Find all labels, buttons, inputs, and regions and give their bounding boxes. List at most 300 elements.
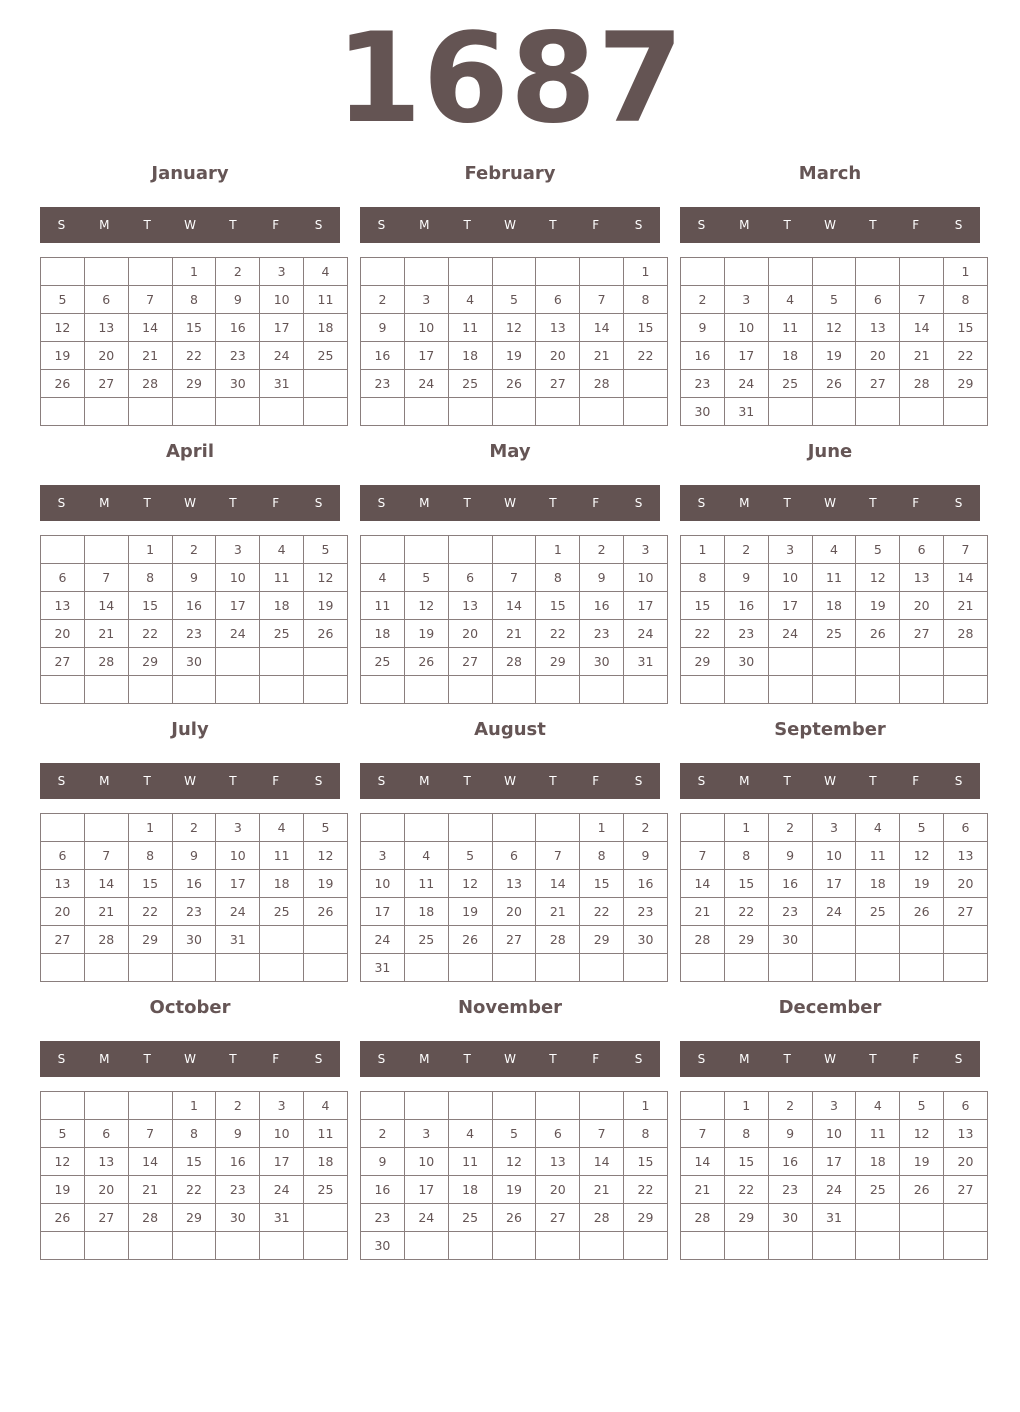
day-cell: [216, 676, 260, 704]
week-row: [361, 1148, 668, 1176]
day-cell: 29: [172, 370, 216, 398]
day-cell: [260, 1232, 304, 1260]
day-cell: 1: [128, 536, 172, 564]
week-row: [681, 1120, 988, 1148]
month-name: May: [489, 441, 531, 462]
day-cell: 29: [172, 1204, 216, 1232]
day-cell: 1: [681, 536, 725, 564]
week-row: [361, 870, 668, 898]
day-cell: 30: [768, 1204, 812, 1232]
day-cell: [260, 648, 304, 676]
day-cell: 29: [944, 370, 988, 398]
day-cell: 5: [812, 286, 856, 314]
weekday-label: S: [314, 496, 323, 510]
day-cell: 12: [404, 592, 448, 620]
day-grid: [40, 257, 348, 426]
day-cell: 23: [724, 620, 768, 648]
week-row: [361, 1176, 668, 1204]
week-row: [681, 342, 988, 370]
day-cell: 21: [84, 620, 128, 648]
day-cell: 31: [624, 648, 668, 676]
week-row: [361, 620, 668, 648]
day-cell: 4: [448, 286, 492, 314]
day-cell: [41, 536, 85, 564]
weekday-label: T: [143, 774, 151, 788]
day-cell: 19: [304, 592, 348, 620]
day-cell: 7: [681, 842, 725, 870]
day-cell: [856, 648, 900, 676]
day-cell: 5: [492, 286, 536, 314]
day-cell: 27: [41, 926, 85, 954]
day-cell: 6: [536, 286, 580, 314]
weekday-header: [360, 207, 660, 243]
week-row: [41, 1120, 348, 1148]
day-cell: 24: [216, 898, 260, 926]
day-cell: 30: [216, 370, 260, 398]
day-cell: 10: [404, 314, 448, 342]
day-cell: [944, 1232, 988, 1260]
day-cell: 22: [536, 620, 580, 648]
week-row: [361, 314, 668, 342]
day-cell: 26: [492, 1204, 536, 1232]
week-row: [41, 398, 348, 426]
day-cell: [492, 398, 536, 426]
day-cell: 27: [492, 926, 536, 954]
day-cell: 16: [361, 1176, 405, 1204]
weekday-label: T: [229, 218, 237, 232]
day-cell: 13: [41, 592, 85, 620]
day-cell: [681, 1232, 725, 1260]
day-cell: [404, 1232, 448, 1260]
day-cell: [768, 398, 812, 426]
day-cell: 27: [944, 898, 988, 926]
day-cell: 2: [580, 536, 624, 564]
day-cell: [41, 1232, 85, 1260]
day-cell: [624, 1232, 668, 1260]
day-cell: 10: [624, 564, 668, 592]
weekday-label: T: [869, 496, 877, 510]
day-cell: 3: [812, 814, 856, 842]
day-cell: 29: [580, 926, 624, 954]
day-cell: 24: [260, 1176, 304, 1204]
day-cell: 7: [900, 286, 944, 314]
day-cell: [768, 258, 812, 286]
day-cell: 23: [361, 1204, 405, 1232]
day-cell: 3: [724, 286, 768, 314]
week-row: [41, 342, 348, 370]
weekday-label: S: [954, 218, 963, 232]
day-cell: 14: [681, 1148, 725, 1176]
day-cell: 5: [404, 564, 448, 592]
day-cell: [856, 926, 900, 954]
day-cell: 25: [856, 898, 900, 926]
day-cell: 14: [84, 870, 128, 898]
day-cell: 24: [260, 342, 304, 370]
day-cell: [172, 1232, 216, 1260]
day-cell: 5: [856, 536, 900, 564]
day-cell: 14: [900, 314, 944, 342]
day-cell: 19: [812, 342, 856, 370]
day-cell: 29: [624, 1204, 668, 1232]
day-cell: 16: [724, 592, 768, 620]
weekday-label: S: [697, 218, 706, 232]
day-cell: 25: [304, 1176, 348, 1204]
day-cell: 4: [856, 814, 900, 842]
day-cell: 27: [944, 1176, 988, 1204]
day-cell: 25: [448, 1204, 492, 1232]
day-cell: 20: [492, 898, 536, 926]
day-cell: [944, 676, 988, 704]
day-cell: [724, 954, 768, 982]
week-row: [681, 1204, 988, 1232]
day-cell: 15: [724, 1148, 768, 1176]
weekday-label: S: [377, 1052, 386, 1066]
day-cell: 19: [900, 1148, 944, 1176]
day-cell: [492, 536, 536, 564]
day-cell: 28: [681, 926, 725, 954]
week-row: [681, 926, 988, 954]
day-grid: [360, 1091, 668, 1260]
day-cell: [536, 814, 580, 842]
day-cell: [944, 1204, 988, 1232]
day-cell: 28: [128, 370, 172, 398]
day-cell: [856, 954, 900, 982]
day-cell: [41, 954, 85, 982]
day-cell: 1: [624, 258, 668, 286]
day-cell: 31: [216, 926, 260, 954]
day-cell: [900, 258, 944, 286]
day-cell: 30: [172, 648, 216, 676]
weekday-label: F: [912, 496, 920, 510]
week-row: [361, 286, 668, 314]
day-cell: 11: [260, 842, 304, 870]
day-cell: 19: [448, 898, 492, 926]
day-cell: [681, 814, 725, 842]
weekday-label: F: [272, 496, 280, 510]
day-cell: [304, 398, 348, 426]
day-cell: 4: [856, 1092, 900, 1120]
day-cell: 7: [84, 564, 128, 592]
day-cell: 14: [128, 1148, 172, 1176]
day-cell: 5: [304, 814, 348, 842]
day-cell: 25: [404, 926, 448, 954]
day-cell: 10: [260, 1120, 304, 1148]
weekday-header: [40, 763, 340, 799]
day-cell: [768, 1232, 812, 1260]
day-cell: 13: [900, 564, 944, 592]
day-cell: 9: [580, 564, 624, 592]
day-cell: 10: [361, 870, 405, 898]
week-row: [681, 620, 988, 648]
weekday-label: F: [272, 774, 280, 788]
week-row: [361, 370, 668, 398]
day-cell: 23: [580, 620, 624, 648]
day-cell: 9: [681, 314, 725, 342]
day-cell: 23: [624, 898, 668, 926]
day-cell: 8: [624, 1120, 668, 1148]
day-cell: 28: [84, 926, 128, 954]
day-cell: 18: [260, 870, 304, 898]
day-cell: [900, 954, 944, 982]
weekday-label: M: [739, 1052, 750, 1066]
day-cell: 10: [812, 1120, 856, 1148]
day-cell: 3: [768, 536, 812, 564]
day-cell: 27: [84, 370, 128, 398]
day-cell: 16: [768, 870, 812, 898]
week-row: [681, 648, 988, 676]
day-cell: 15: [172, 314, 216, 342]
month-name: April: [165, 441, 215, 462]
day-cell: 30: [724, 648, 768, 676]
day-cell: [768, 954, 812, 982]
day-cell: 1: [128, 814, 172, 842]
day-cell: [361, 398, 405, 426]
day-cell: 26: [856, 620, 900, 648]
day-cell: [361, 814, 405, 842]
week-row: [41, 676, 348, 704]
day-cell: 9: [724, 564, 768, 592]
week-row: [41, 1176, 348, 1204]
day-cell: [944, 648, 988, 676]
day-cell: 10: [812, 842, 856, 870]
weekday-label: S: [697, 1052, 706, 1066]
weekday-header: [40, 485, 340, 521]
day-cell: 11: [260, 564, 304, 592]
day-grid: [680, 1091, 988, 1260]
day-cell: 29: [128, 648, 172, 676]
day-cell: [856, 258, 900, 286]
day-cell: 8: [681, 564, 725, 592]
weekday-label: T: [869, 218, 877, 232]
day-cell: 15: [128, 870, 172, 898]
week-row: [361, 592, 668, 620]
day-cell: [448, 398, 492, 426]
day-cell: 17: [260, 1148, 304, 1176]
day-cell: 30: [216, 1204, 260, 1232]
weekday-label: T: [549, 496, 557, 510]
day-cell: 9: [624, 842, 668, 870]
weekday-label: S: [57, 774, 66, 788]
day-cell: [84, 1092, 128, 1120]
day-cell: 21: [681, 1176, 725, 1204]
day-cell: 14: [681, 870, 725, 898]
week-row: [361, 926, 668, 954]
weekday-label: S: [697, 774, 706, 788]
day-cell: [944, 398, 988, 426]
weekday-label: W: [824, 218, 836, 232]
day-cell: 12: [900, 1120, 944, 1148]
weekday-label: M: [99, 774, 110, 788]
day-cell: [304, 648, 348, 676]
weekday-header: [680, 763, 980, 799]
day-cell: 28: [84, 648, 128, 676]
day-cell: 20: [448, 620, 492, 648]
day-cell: 22: [724, 898, 768, 926]
week-row: [41, 870, 348, 898]
day-cell: 11: [404, 870, 448, 898]
weekday-label: S: [634, 1052, 643, 1066]
day-cell: 7: [580, 1120, 624, 1148]
day-cell: [681, 954, 725, 982]
weekday-label: F: [912, 1052, 920, 1066]
week-row: [41, 814, 348, 842]
weekday-label: T: [229, 774, 237, 788]
day-cell: 24: [724, 370, 768, 398]
day-cell: 17: [724, 342, 768, 370]
day-cell: 24: [404, 1204, 448, 1232]
day-cell: 3: [404, 286, 448, 314]
day-cell: [84, 676, 128, 704]
day-cell: 1: [172, 258, 216, 286]
day-cell: 4: [448, 1120, 492, 1148]
weekday-label: W: [504, 218, 516, 232]
month-name: March: [798, 163, 862, 184]
weekday-label: S: [377, 774, 386, 788]
day-cell: [404, 676, 448, 704]
day-cell: [304, 954, 348, 982]
day-cell: 2: [172, 814, 216, 842]
week-row: [361, 1120, 668, 1148]
day-cell: 2: [681, 286, 725, 314]
day-cell: [172, 398, 216, 426]
day-cell: 17: [404, 342, 448, 370]
day-cell: [448, 954, 492, 982]
week-row: [41, 258, 348, 286]
day-cell: 19: [304, 870, 348, 898]
day-cell: 4: [768, 286, 812, 314]
day-cell: 6: [856, 286, 900, 314]
day-grid: [360, 257, 668, 426]
day-cell: 5: [900, 1092, 944, 1120]
day-cell: 7: [128, 286, 172, 314]
day-cell: [304, 676, 348, 704]
weekday-header: [360, 763, 660, 799]
day-cell: [128, 954, 172, 982]
day-cell: [172, 954, 216, 982]
day-cell: 20: [84, 342, 128, 370]
day-cell: 15: [128, 592, 172, 620]
day-cell: [304, 926, 348, 954]
week-row: [41, 1232, 348, 1260]
day-cell: 3: [216, 814, 260, 842]
week-row: [41, 1148, 348, 1176]
weekday-label: M: [419, 218, 430, 232]
day-cell: [536, 1232, 580, 1260]
day-cell: 10: [216, 564, 260, 592]
weekday-label: F: [272, 218, 280, 232]
day-cell: 18: [304, 1148, 348, 1176]
day-cell: 8: [580, 842, 624, 870]
day-cell: 17: [216, 870, 260, 898]
day-cell: 1: [724, 814, 768, 842]
month-name: January: [151, 163, 229, 184]
day-cell: [404, 1092, 448, 1120]
day-cell: 20: [900, 592, 944, 620]
day-cell: 15: [624, 1148, 668, 1176]
day-cell: 14: [536, 870, 580, 898]
day-cell: [128, 1092, 172, 1120]
weekday-label: W: [824, 496, 836, 510]
day-cell: [448, 1092, 492, 1120]
week-row: [361, 342, 668, 370]
day-cell: [260, 954, 304, 982]
day-cell: 12: [812, 314, 856, 342]
day-cell: [404, 258, 448, 286]
day-cell: [361, 258, 405, 286]
week-row: [361, 1204, 668, 1232]
day-cell: 22: [681, 620, 725, 648]
day-cell: 16: [216, 314, 260, 342]
day-cell: 5: [41, 286, 85, 314]
day-cell: 26: [304, 620, 348, 648]
day-cell: 2: [768, 1092, 812, 1120]
weekday-label: S: [634, 774, 643, 788]
day-cell: [216, 648, 260, 676]
week-row: [41, 620, 348, 648]
day-cell: 15: [724, 870, 768, 898]
day-cell: 21: [84, 898, 128, 926]
day-cell: [41, 814, 85, 842]
day-cell: [172, 676, 216, 704]
day-cell: 19: [404, 620, 448, 648]
week-row: [41, 926, 348, 954]
day-cell: 8: [624, 286, 668, 314]
day-cell: 20: [944, 870, 988, 898]
week-row: [41, 370, 348, 398]
week-row: [681, 814, 988, 842]
day-cell: 28: [492, 648, 536, 676]
weekday-label: F: [592, 774, 600, 788]
day-cell: 23: [768, 898, 812, 926]
week-row: [41, 842, 348, 870]
day-cell: 29: [724, 1204, 768, 1232]
day-cell: 4: [812, 536, 856, 564]
weekday-header: [680, 207, 980, 243]
day-cell: [84, 536, 128, 564]
weekday-label: T: [549, 218, 557, 232]
day-cell: 19: [492, 342, 536, 370]
day-cell: 21: [900, 342, 944, 370]
day-cell: 17: [361, 898, 405, 926]
day-cell: [624, 398, 668, 426]
day-cell: 8: [944, 286, 988, 314]
weekday-label: T: [463, 218, 471, 232]
day-cell: 20: [944, 1148, 988, 1176]
weekday-label: S: [697, 496, 706, 510]
day-cell: 18: [304, 314, 348, 342]
day-cell: 25: [260, 898, 304, 926]
month-name: July: [171, 719, 209, 740]
day-cell: 24: [812, 1176, 856, 1204]
day-cell: 16: [172, 870, 216, 898]
day-cell: 29: [536, 648, 580, 676]
day-cell: 5: [900, 814, 944, 842]
day-cell: [260, 926, 304, 954]
day-cell: 14: [580, 1148, 624, 1176]
day-cell: 11: [768, 314, 812, 342]
weekday-label: S: [314, 1052, 323, 1066]
day-cell: 7: [681, 1120, 725, 1148]
day-cell: 8: [128, 564, 172, 592]
day-cell: 12: [448, 870, 492, 898]
day-grid: [40, 1091, 348, 1260]
day-cell: 26: [41, 1204, 85, 1232]
day-cell: [580, 398, 624, 426]
day-grid: [40, 535, 348, 704]
week-row: [681, 1148, 988, 1176]
day-cell: 26: [304, 898, 348, 926]
day-cell: 1: [724, 1092, 768, 1120]
